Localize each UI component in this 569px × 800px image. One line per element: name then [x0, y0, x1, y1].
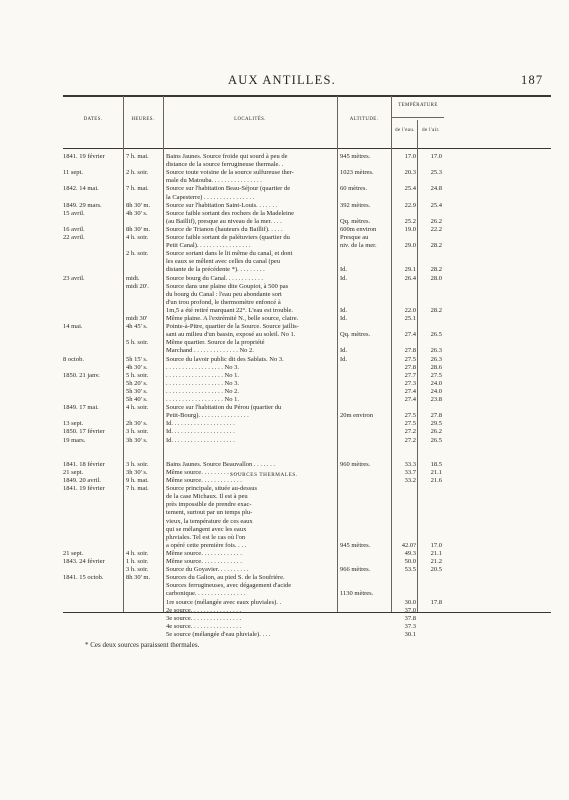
- water-temp-cell: 27.2: [404, 428, 416, 436]
- locality-cell: du bourg du Canal : l'eau peu abondante sort: [166, 290, 282, 298]
- locality-cell: distante de la précédente *). . . . . . . . .: [166, 266, 265, 274]
- locality-cell: . . . . . . . . . . . . . . . . . . No 1.: [166, 396, 239, 403]
- water-temp-cell: 27.7: [404, 371, 416, 379]
- water-temp-cell: 29.1: [404, 266, 416, 274]
- locality-cell: Bains Jaunes. Source froide qui sourd à peu de: [166, 153, 288, 160]
- altitude-cell: niv. de la mer.: [340, 242, 377, 250]
- date-cell: 8 octob.: [63, 355, 84, 363]
- locality-cell: Source dans une plaine dite Goupiot, à 500 pas: [166, 282, 289, 290]
- hour-cell: 7 h. mat.: [126, 485, 149, 493]
- col-air-temp: de l'air.: [422, 128, 440, 133]
- hour-cell: 8h 30' m.: [126, 201, 151, 209]
- locality-cell: Source principale, située au-dessus: [166, 485, 257, 493]
- locality-cell: Petit Canal). . . . . . . . . . . . . . . . .: [166, 242, 251, 250]
- locality-cell: Source toute voisine de la source sulfureuse ther-: [166, 169, 294, 177]
- locality-cell: . . . . . . . . . . . . . . . . . . No 1.: [166, 371, 239, 379]
- header-bottom-rule: [63, 148, 551, 149]
- altitude-cell: 20m environ: [340, 412, 374, 420]
- water-temp-cell: 37.0: [404, 606, 416, 614]
- altitude-cell: Id.: [340, 274, 348, 282]
- locality-cell: Sources ferrugineuses, avec dégagement d'acide: [166, 582, 292, 590]
- col-dates: DATES.: [83, 117, 103, 122]
- locality-cell: Même source. . . . . . . . . . . . .: [166, 549, 242, 557]
- altitude-cell: 1023 mètres.: [340, 169, 374, 177]
- locality-cell: qui se mélangent avec les eaux: [166, 525, 247, 533]
- water-temp-cell: 26.4: [404, 274, 416, 282]
- hour-cell: 7 h. mat.: [126, 153, 149, 160]
- water-temp-cell: 22.9: [404, 201, 416, 209]
- air-temp-cell: 25.4: [430, 201, 442, 209]
- locality-cell: male du Matouba. . . . . . . . . . . . . . . .: [166, 177, 262, 185]
- locality-cell: Source du lavoir public dit des Sablats. No 3.: [166, 355, 284, 363]
- hour-cell: 3 h. soir.: [126, 566, 149, 574]
- locality-cell: Même source. . . . . . . . . . . . .: [166, 468, 242, 476]
- running-title: AUX ANTILLES.: [228, 73, 336, 87]
- water-temp-cell: 25.1: [404, 315, 416, 322]
- date-cell: 1841. 19 février: [63, 485, 105, 493]
- hour-cell: 4h 30' s.: [126, 363, 148, 371]
- locality-cell: Source sur l'habitation Beau-Séjour (quartier de: [166, 185, 291, 193]
- locality-cell: d'un trou profond, le thermomètre enfoncé à: [166, 298, 281, 306]
- air-temp-cell: 21.1: [430, 468, 442, 476]
- locality-cell: 2e source. . . . . . . . . . . . . . . .: [166, 606, 242, 614]
- hour-cell: 2 h. soir.: [126, 250, 149, 258]
- air-temp-cell: 28.2: [430, 266, 442, 274]
- water-temp-cell: 17.0: [404, 153, 416, 160]
- date-cell: 1849. 29 mars.: [63, 201, 102, 209]
- date-cell: 1841. 18 février: [63, 460, 105, 468]
- water-temp-cell: 27.8: [404, 347, 416, 355]
- water-temp-cell: 49.3: [404, 549, 416, 557]
- altitude-cell: 960 mètres.: [340, 460, 371, 468]
- locality-cell: Pointe-à-Pitre, quartier de la Source. Source jaillis-: [166, 323, 299, 331]
- hour-cell: 3 h. soir.: [126, 428, 149, 436]
- col-altitude: ALTITUDE.: [349, 117, 379, 122]
- date-cell: 13 sept.: [63, 420, 84, 428]
- hour-cell: 5h 15' s.: [126, 355, 148, 363]
- date-cell: 1850. 21 janv.: [63, 371, 100, 379]
- hour-cell: 5h 40' s.: [126, 396, 148, 403]
- hour-cell: 3 h. soir.: [126, 460, 149, 468]
- water-temp-cell: 33.3: [404, 460, 416, 468]
- date-cell: 1849. 17 mai.: [63, 404, 99, 412]
- water-temp-cell: 27.5: [404, 355, 416, 363]
- altitude-cell: 945 mètres.: [340, 153, 371, 160]
- locality-cell: Même source. . . . . . . . . . . . .: [166, 477, 242, 484]
- water-temp-cell: 37.8: [404, 614, 416, 622]
- locality-cell: a opéré cette première fois. . . .: [166, 541, 247, 549]
- col-water-temp: de l'eau.: [395, 128, 415, 133]
- water-temp-cell: 22.0: [404, 306, 416, 314]
- date-cell: 21 sept.: [63, 549, 84, 557]
- water-temp-cell: 42.0?: [401, 541, 416, 549]
- air-temp-cell: 24.8: [430, 185, 442, 193]
- date-cell: 1841. 19 février: [63, 153, 105, 160]
- col-temperature: TEMPÉRATURE: [398, 103, 438, 108]
- col-hours: HEURES.: [131, 117, 155, 122]
- water-temp-cell: 27.5: [404, 412, 416, 420]
- air-temp-cell: 27.5: [430, 371, 442, 379]
- hour-cell: midi.: [126, 274, 140, 282]
- section-heading: SOURCES THERMALES.: [230, 472, 298, 478]
- locality-cell: Id. . . . . . . . . . . . . . . . . . . .: [166, 428, 235, 436]
- water-temp-cell: 37.3: [404, 622, 416, 630]
- hour-cell: 3h 30' s.: [126, 436, 148, 444]
- water-temp-cell: 30.0: [404, 598, 416, 606]
- locality-cell: pluviales. Tel est le cas où l'on: [166, 533, 246, 541]
- hour-cell: 2 h. soir.: [126, 169, 149, 177]
- locality-cell: Même quartier. Source de la propriété: [166, 339, 265, 347]
- locality-cell: 1re source (mélangée avec eaux pluviales). .: [166, 598, 282, 606]
- altitude-cell: Id.: [340, 266, 348, 274]
- locality-cell: 4e source. . . . . . . . . . . . . . . .: [166, 622, 242, 630]
- air-temp-cell: 26.5: [430, 436, 442, 444]
- water-temp-cell: 29.0: [404, 242, 416, 250]
- water-temp-cell: 27.8: [404, 363, 416, 371]
- page-number: 187: [521, 73, 544, 87]
- date-cell: 22 avril.: [63, 234, 85, 241]
- date-cell: 21 sept.: [63, 468, 84, 476]
- locality-cell: Bains Jaunes. Source Beauvallon . . . . . . .: [166, 460, 276, 468]
- hour-cell: 4 h. soir.: [126, 549, 149, 557]
- altitude-cell: 1130 mètres.: [340, 590, 374, 598]
- top-rule: [63, 95, 551, 97]
- water-temp-cell: 33.7: [404, 468, 416, 476]
- altitude-cell: 60 mètres.: [340, 185, 368, 193]
- air-temp-cell: 26.2: [430, 428, 442, 436]
- air-temp-cell: 23.8: [430, 396, 442, 403]
- locality-cell: Source de Trianon (hauteurs du Baillif). . . . .: [166, 225, 283, 233]
- footnote: * Ces deux sources paraissent thermales.: [85, 641, 200, 649]
- locality-cell: Source faible sortant de palétuviers (quartier du: [166, 234, 290, 241]
- locality-cell: Source sur l'habitation du Pérou (quartier du: [166, 404, 282, 412]
- air-temp-cell: 28.2: [430, 306, 442, 314]
- locality-cell: vieux, la température de ces eaux: [166, 517, 253, 525]
- air-temp-cell: 20.5: [430, 566, 442, 574]
- hour-cell: 1 h. soir.: [126, 558, 149, 565]
- water-temp-cell: 27.4: [404, 331, 416, 339]
- hour-cell: 5h 20' s.: [126, 379, 148, 387]
- hour-cell: 5 h. soir.: [126, 339, 149, 347]
- water-temp-cell: 25.4: [404, 185, 416, 193]
- water-temp-cell: 27.3: [404, 379, 416, 387]
- hour-cell: 4 h. soir.: [126, 404, 149, 412]
- locality-cell: Petit-Bourg). . . . . . . . . . . . . . . .: [166, 412, 249, 420]
- air-temp-cell: 25.3: [430, 169, 442, 177]
- temperature-subrule: [392, 117, 444, 118]
- locality-cell: Même source. . . . . . . . . . . . .: [166, 558, 242, 565]
- water-temp-cell: 30.1: [404, 630, 416, 638]
- hour-cell: 4h 30' s.: [126, 209, 148, 217]
- hour-cell: 4 h. soir.: [126, 234, 149, 241]
- hour-cell: 2h 30' s.: [126, 420, 148, 428]
- locality-cell: 1m,5 a été retiré marquant 22°. L'eau est trouble.: [166, 306, 294, 314]
- altitude-cell: 966 mètres.: [340, 566, 371, 574]
- locality-cell: Source sortant dans le lit même du canal, et dont: [166, 250, 293, 258]
- air-temp-cell: 26.2: [430, 217, 442, 225]
- air-temp-cell: 18.5: [430, 460, 442, 468]
- date-cell: 1841. 15 octob.: [63, 574, 104, 582]
- altitude-cell: Id.: [340, 355, 348, 363]
- locality-cell: 3e source. . . . . . . . . . . . . . . .: [166, 614, 242, 622]
- hour-cell: 5h 30' s.: [126, 387, 148, 395]
- locality-cell: Source sur l'habitation Saint-Louis. . . . . . .: [166, 201, 278, 209]
- date-cell: 11 sept.: [63, 169, 83, 177]
- air-temp-cell: 21.1: [430, 549, 442, 557]
- air-temp-cell: 28.2: [430, 242, 442, 250]
- air-temp-cell: 17.0: [430, 541, 442, 549]
- water-temp-cell: 53.5: [404, 566, 416, 574]
- locality-cell: distance de la source ferrugineuse thermale. .: [166, 161, 284, 169]
- date-cell: 1849. 20 avril.: [63, 477, 101, 484]
- hour-cell: 4h 45' s.: [126, 323, 148, 331]
- altitude-cell: Qq. mètres.: [340, 331, 371, 339]
- date-cell: 1843. 24 février: [63, 558, 105, 565]
- water-temp-cell: 50.0: [404, 558, 416, 565]
- air-temp-cell: 26.3: [430, 355, 442, 363]
- date-cell: 14 mai.: [63, 323, 83, 331]
- table-row: [0, 630, 569, 639]
- hour-cell: 8h 30' m.: [126, 574, 151, 582]
- locality-cell: Marchand . . . . . . . . . . . . . . No 2.: [166, 347, 254, 355]
- hour-cell: 3h 30' s.: [126, 468, 148, 476]
- air-temp-cell: 29.5: [430, 420, 442, 428]
- locality-cell: Source du Goyavier. . . . . . . . . .: [166, 566, 249, 574]
- air-temp-cell: 17.0: [430, 153, 442, 160]
- col-localities: LOCALITÉS.: [234, 117, 266, 122]
- air-temp-cell: 24.0: [430, 379, 442, 387]
- locality-cell: . . . . . . . . . . . . . . . . . . No 3.: [166, 363, 239, 371]
- hour-cell: 5 h. soir.: [126, 371, 149, 379]
- locality-cell: Source bourg du Canal. . . . . . . . . . . .: [166, 274, 264, 282]
- water-temp-cell: 25.2: [404, 217, 416, 225]
- locality-cell: la Capesterre) . . . . . . . . . . . . . . . .: [166, 193, 255, 201]
- locality-cell: de la case Michaux. Il est à peu: [166, 493, 248, 501]
- water-temp-cell: 27.4: [404, 387, 416, 395]
- air-temp-cell: 17.8: [430, 598, 442, 606]
- hour-cell: 8h 30' m.: [126, 225, 151, 233]
- air-temp-cell: 22.2: [430, 225, 442, 233]
- locality-cell: . . . . . . . . . . . . . . . . . . No 3.: [166, 379, 239, 387]
- air-temp-cell: 28.0: [430, 274, 442, 282]
- altitude-cell: Id.: [340, 315, 348, 322]
- locality-cell: (au Baillif), presque au niveau de la mer. . . .: [166, 217, 282, 225]
- date-cell: 23 avril.: [63, 274, 85, 282]
- altitude-cell: Presque au: [340, 234, 369, 241]
- date-cell: 1842. 14 mai.: [63, 185, 99, 193]
- water-temp-cell: 27.4: [404, 396, 416, 403]
- altitude-cell: 945 mètres.: [340, 541, 371, 549]
- air-temp-cell: 26.5: [430, 331, 442, 339]
- hour-cell: midi 30': [126, 315, 148, 322]
- altitude-cell: Id.: [340, 306, 348, 314]
- water-temp-cell: 33.2: [404, 477, 416, 484]
- altitude-cell: Qq. mètres.: [340, 217, 371, 225]
- locality-cell: Id. . . . . . . . . . . . . . . . . . . .: [166, 436, 235, 444]
- water-temp-cell: 27.5: [404, 420, 416, 428]
- air-temp-cell: 27.8: [430, 412, 442, 420]
- locality-cell: Source faible sortant des rochers de la Madeleine: [166, 209, 294, 217]
- altitude-cell: Id.: [340, 347, 348, 355]
- hour-cell: 9 h. mat.: [126, 477, 149, 484]
- altitude-cell: 392 mètres.: [340, 201, 371, 209]
- locality-cell: carbonique. . . . . . . . . . . . . . . .: [166, 590, 246, 598]
- date-cell: 16 avril.: [63, 225, 85, 233]
- date-cell: 19 mars.: [63, 436, 86, 444]
- locality-cell: près impossible de prendre exac-: [166, 501, 252, 509]
- date-cell: 1850. 17 février: [63, 428, 105, 436]
- water-temp-cell: 27.2: [404, 436, 416, 444]
- water-temp-cell: 20.3: [404, 169, 416, 177]
- locality-cell: Sources du Galion, au pied S. de la Soufrière.: [166, 574, 285, 582]
- locality-cell: Même plaine. A l'extrémité N., belle source, claire.: [166, 315, 299, 322]
- locality-cell: . . . . . . . . . . . . . . . . . . No 2.: [166, 387, 239, 395]
- air-temp-cell: 21.2: [430, 558, 442, 565]
- locality-cell: tement, surtout par un temps plu-: [166, 509, 253, 517]
- air-temp-cell: 21.6: [430, 477, 442, 484]
- hour-cell: 7 h. mat.: [126, 185, 149, 193]
- locality-cell: les eaux se mêlent avec celles du canal (peu: [166, 258, 281, 266]
- hour-cell: midi 20'.: [126, 282, 149, 290]
- date-cell: 15 avril.: [63, 209, 85, 217]
- air-temp-cell: 24.0: [430, 387, 442, 395]
- air-temp-cell: 26.3: [430, 347, 442, 355]
- altitude-cell: 600m environ: [340, 225, 377, 233]
- locality-cell: Id. . . . . . . . . . . . . . . . . . . .: [166, 420, 235, 428]
- locality-cell: sant au milieu d'un bassin, exposé au soleil. No 1.: [166, 331, 296, 339]
- air-temp-cell: 28.6: [430, 363, 442, 371]
- locality-cell: 5e source (mélangée d'eau pluviale). . . .: [166, 630, 271, 638]
- water-temp-cell: 19.0: [404, 225, 416, 233]
